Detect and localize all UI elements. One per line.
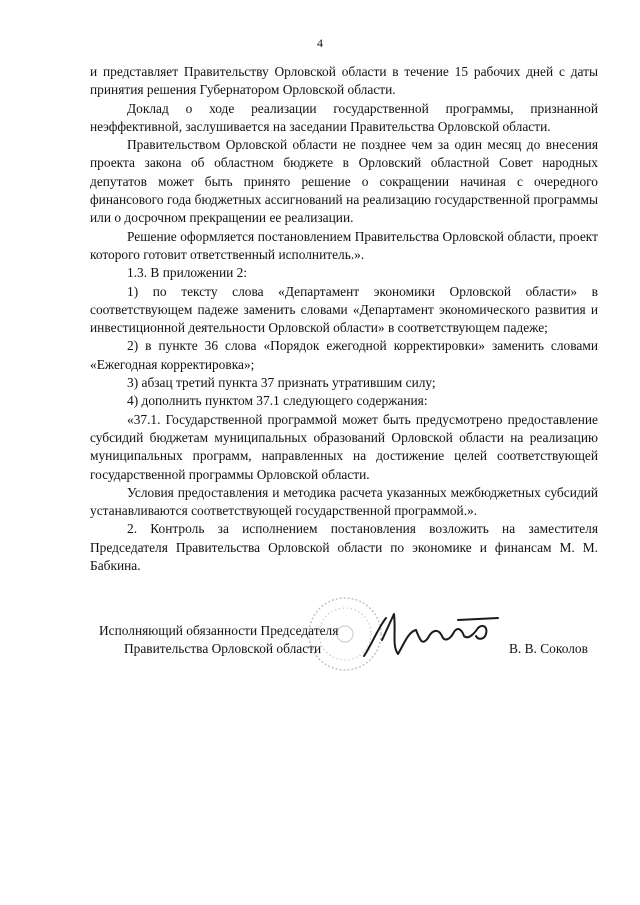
paragraph: Доклад о ходе реализации государственной программы, признанной неэффективной, заслушивается на заседании Правительства Орловской области.	[90, 100, 598, 134]
paragraph: 2) в пункте 36 слова «Порядок ежегодной корректировки» заменить словами «Ежегодная корректировка»;	[90, 338, 598, 372]
paragraph: Условия предоставления и методика расчета указанных межбюджетных субсидий устанавливаются соответствующей государственной программой.».	[90, 484, 598, 519]
paragraph: Правительством Орловской области не позднее чем за один месяц до внесения проекта закона об областном бюджете в Орловский областной Совет народных депутатов может быть принято решение о сокращении начиная с очередного финансового года бюджетных ассигнований на реализацию государственной программы или о досрочном прекращении ее реализации.	[90, 137, 598, 226]
paragraph: Решение оформляется постановлением Правительства Орловской области, проект которого готовит ответственный исполнитель.».	[90, 228, 598, 262]
paragraph: и представляет Правительству Орловской области в течение 15 рабочих дней с даты принятия решения Губернатором Орловской области.	[90, 64, 598, 98]
paragraph: 1) по тексту слова «Департамент экономики Орловской области» в соответствующем падеже заменить словами «Департамент экономического развития и инвестиционной деятельности Орловской области» в соответствующем падеже;	[90, 283, 598, 336]
signatory-title-line-1: Исполняющий обязанности Председателя	[99, 623, 339, 638]
paragraph: 4) дополнить пунктом 37.1 следующего содержания:	[127, 393, 428, 409]
handwritten-signature	[358, 610, 503, 662]
paragraph: 3) абзац третий пункта 37 признать утратившим силу;	[127, 375, 436, 391]
signatory-title-line-2: Правительства Орловской области	[124, 641, 322, 656]
signature-block	[0, 610, 640, 690]
paragraph: 1.3. В приложении 2:	[127, 265, 248, 281]
paragraph: «37.1. Государственной программой может быть предусмотрено предоставление субсидий бюджетам муниципальных образований Орловской области на реализацию муниципальных программ, направленных на достижение целей соответствующей государственной программы Орловской области.	[90, 411, 598, 482]
paragraph: 2. Контроль за исполнением постановления возложить на заместителя Председателя Правительства Орловской области по экономике и финансам М. М. Бабкина.	[90, 521, 598, 574]
signatory-name: В. В. Соколов	[509, 641, 588, 656]
document-body	[90, 63, 598, 575]
page-number: 4	[317, 36, 323, 50]
